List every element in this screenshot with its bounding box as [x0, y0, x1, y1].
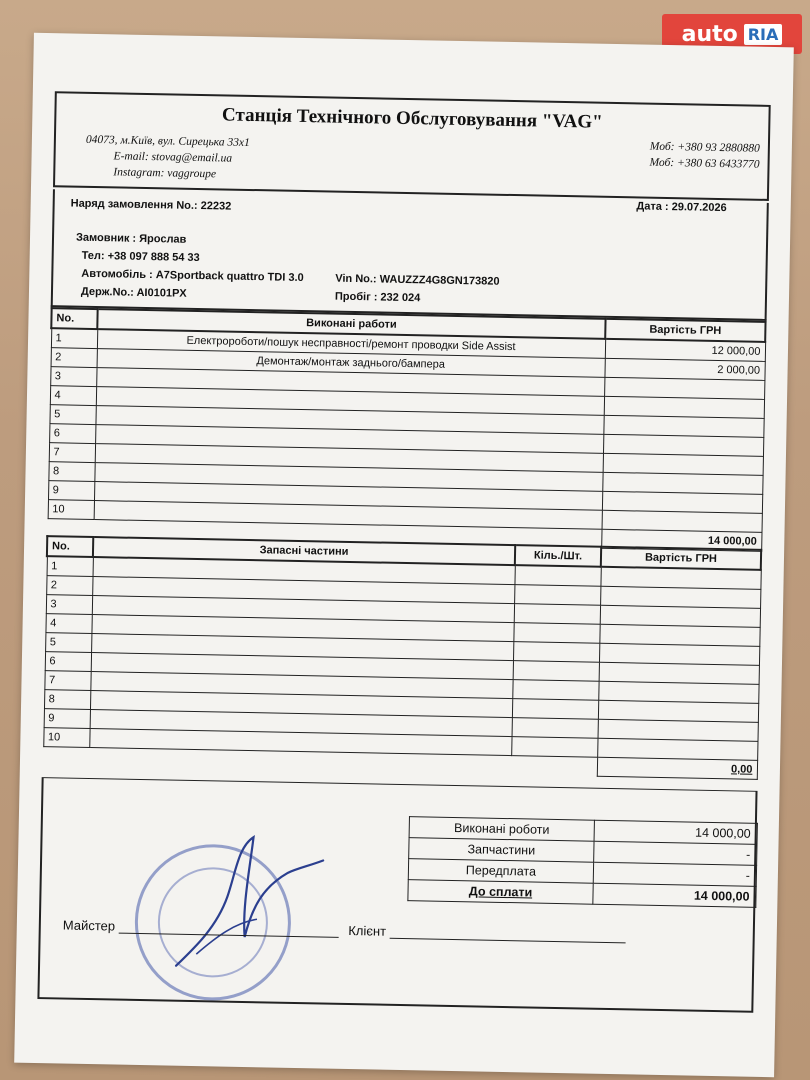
station-address: 04073, м.Київ, вул. Сирецька 33х1: [85, 133, 250, 149]
works-row-name: Електророботи/пошук несправності/ремонт проводки Side Assist: [97, 329, 605, 358]
mileage: Пробіг : 232 024: [334, 290, 421, 305]
master-label: Майстер: [62, 917, 116, 934]
works-header-num: No.: [51, 308, 97, 329]
works-row-num: 5: [49, 405, 95, 425]
parts-row-qty: [513, 642, 599, 663]
summary-prepay-label: Передплата: [408, 859, 593, 884]
parts-header-cost: Вартість ГРН: [601, 547, 761, 570]
works-row-num: 10: [48, 500, 94, 520]
parts-header-num: No.: [47, 536, 93, 557]
summary-parts-label: Запчастини: [409, 838, 594, 863]
parts-row-num: 9: [44, 709, 90, 729]
parts-row-qty: [513, 623, 599, 644]
parts-row-qty: [514, 604, 600, 625]
summary-works-value: 14 000,00: [594, 820, 757, 844]
master-signature: [156, 825, 339, 978]
parts-header-qty: Кіль./Шт.: [515, 545, 601, 567]
works-total: 14 000,00: [601, 529, 761, 551]
plate-number: Держ.No.: AI0101PX: [80, 285, 187, 300]
works-header-cost: Вартість ГРН: [605, 319, 765, 342]
works-row-num: 3: [50, 367, 96, 387]
works-row-num: 8: [48, 462, 94, 482]
works-table: [46, 307, 766, 552]
station-instagram: Instagram: vaggroupe: [113, 166, 217, 181]
invoice-sheet: [14, 33, 794, 1077]
works-rows: [48, 328, 766, 532]
works-row-cost: 2 000,00: [604, 358, 764, 380]
watermark-logo: RIA: [744, 24, 783, 45]
summary-works-label: Виконані роботи: [409, 817, 594, 842]
works-row-num: 7: [49, 443, 95, 463]
summary-due-value: 14 000,00: [593, 883, 756, 907]
summary-due-label: До сплати: [408, 880, 593, 905]
order-date: Дата : 29.07.2026: [636, 200, 727, 215]
watermark-text: auto: [681, 21, 738, 47]
parts-row-qty: [511, 737, 597, 758]
summary-table: [407, 816, 758, 908]
customer-phone: Тел: +38 097 888 54 33: [81, 249, 200, 265]
vin-number: Vin No.: WAUZZZ4G8GN173820: [335, 272, 500, 288]
phone-1: Моб: +380 93 2880880: [649, 140, 760, 155]
parts-table: [42, 535, 762, 780]
parts-row-num: 2: [46, 576, 92, 596]
works-row-num: 1: [51, 328, 97, 348]
parts-row-num: 7: [44, 671, 90, 691]
parts-row-num: 4: [45, 614, 91, 634]
summary-parts-value: -: [594, 841, 757, 865]
parts-row-num: 10: [43, 728, 89, 748]
works-row-cost: 12 000,00: [605, 339, 765, 362]
parts-header-name: Запасні частини: [93, 537, 515, 565]
station-title: Станція Технічного Обслуговування "VAG": [221, 104, 603, 133]
parts-row-qty: [512, 680, 598, 701]
parts-total: 0,00: [597, 757, 757, 779]
parts-row-qty: [512, 699, 598, 720]
parts-rows: [43, 556, 761, 760]
station-address-block: [85, 132, 250, 183]
order-number: Наряд замовлення No.: 22232: [70, 197, 232, 213]
parts-row-num: 1: [47, 556, 93, 576]
station-email: E-mail: stovag@email.ua: [113, 150, 233, 165]
parts-row-num: 8: [44, 690, 90, 710]
works-row-num: 9: [48, 481, 94, 501]
phone-2: Моб: +380 63 6433770: [649, 156, 760, 171]
parts-row-qty: [512, 718, 598, 739]
works-header-name: Виконані работи: [97, 309, 605, 339]
works-row-num: 6: [49, 424, 95, 444]
works-row-num: 4: [50, 386, 96, 406]
order-info: [51, 189, 769, 321]
works-row-name: Демонтаж/монтаж заднього/бампера: [97, 349, 605, 378]
invoice-header: [53, 91, 771, 201]
parts-row-qty: [514, 585, 600, 606]
car-model: Автомобіль : A7Sportback quattro TDI 3.0: [81, 267, 304, 285]
parts-row-qty: [513, 661, 599, 682]
customer-name: Замовник : Ярослав: [75, 231, 187, 246]
parts-row-qty: [514, 565, 600, 586]
parts-row-num: 6: [45, 652, 91, 672]
station-phones: [649, 139, 760, 173]
parts-row-num: 3: [46, 595, 92, 615]
summary-prepay-value: -: [593, 862, 756, 886]
parts-row-num: 5: [45, 633, 91, 653]
works-row-num: 2: [51, 348, 97, 368]
client-label: Клієнт: [348, 923, 387, 939]
